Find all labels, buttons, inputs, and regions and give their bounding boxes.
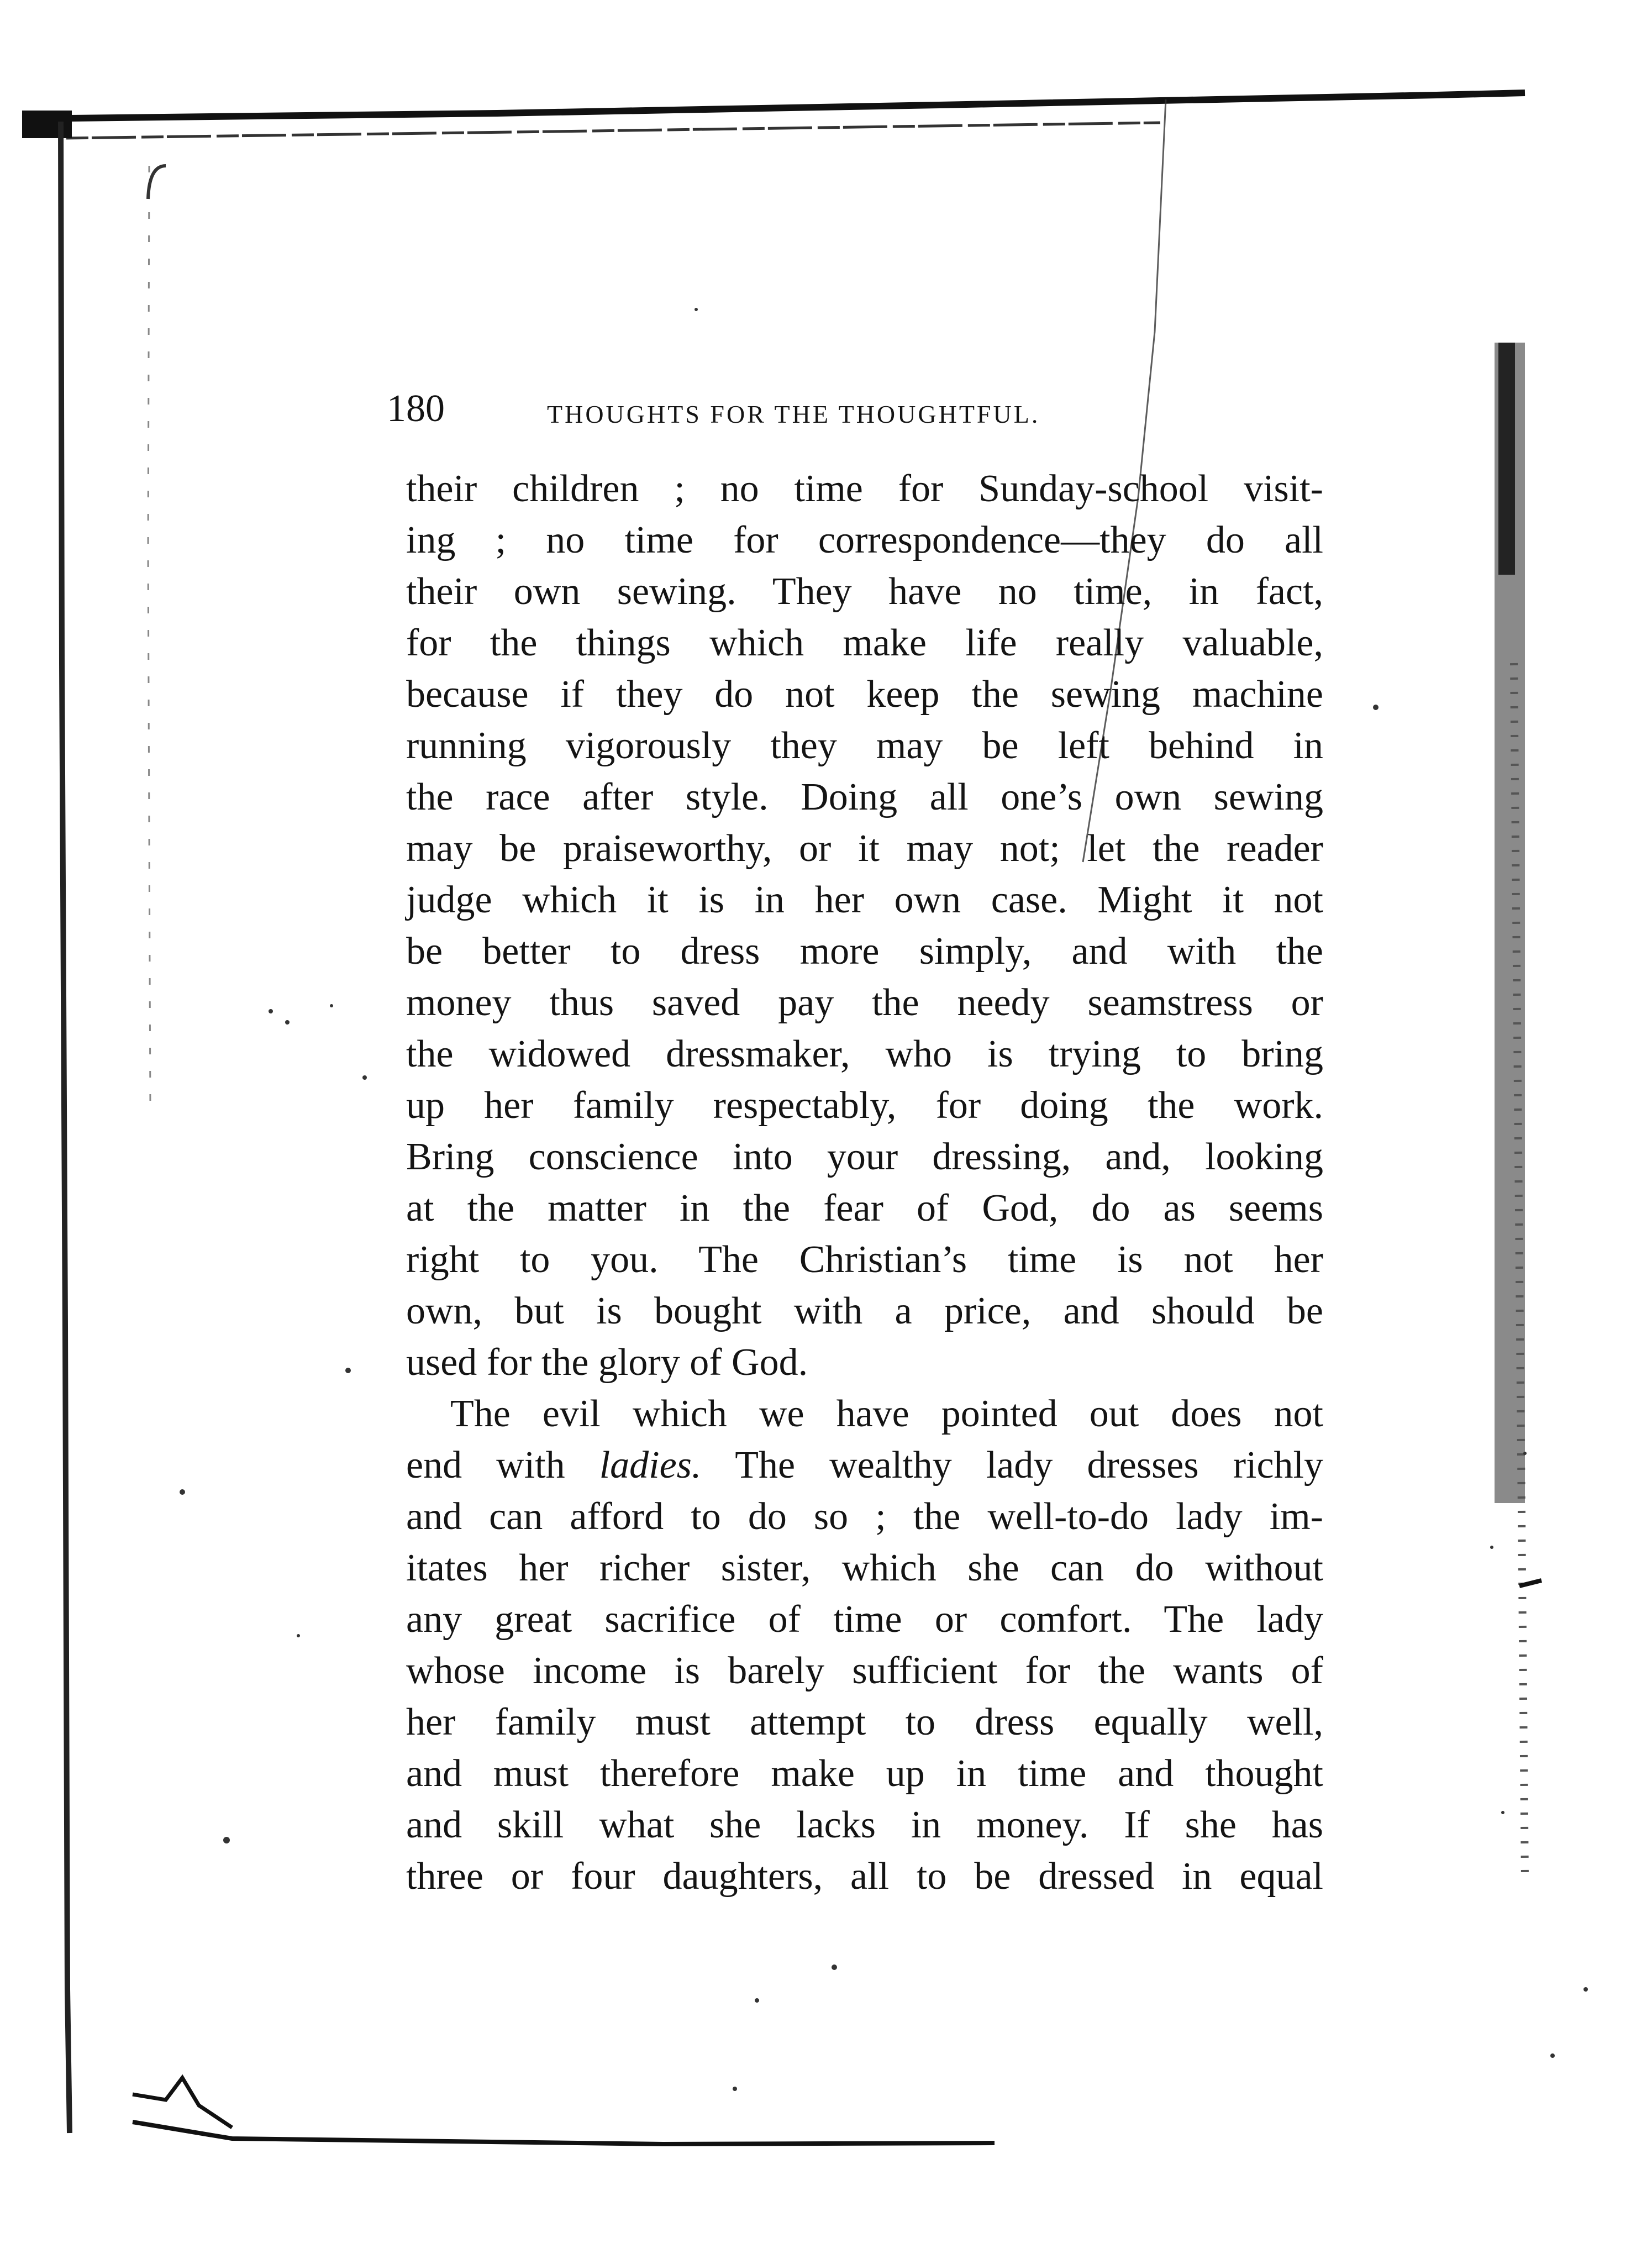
text-line: be better to dress more simply, and with the xyxy=(406,930,1323,973)
text-line: and skill what she lacks in money. If she has xyxy=(406,1804,1323,1846)
text-line: Bring conscience into your dressing, and, looking xyxy=(406,1136,1323,1178)
text-line: and must therefore make up in time and thought xyxy=(406,1752,1323,1795)
text-line: three or four daughters, all to be dressed in equal xyxy=(406,1855,1323,1898)
text-line: her family must attempt to dress equally well, xyxy=(406,1701,1323,1743)
text-line: may be praiseworthy, or it may not; let the reader xyxy=(406,827,1323,870)
text-line: judge which it is in her own case. Might it not xyxy=(406,879,1323,921)
text-line: used for the glory of God. xyxy=(406,1341,808,1384)
text-line: any great sacrifice of time or comfort. The lady xyxy=(406,1598,1323,1641)
text-line: ing ; no time for correspondence—they do all xyxy=(406,519,1323,561)
text-run: end with xyxy=(406,1444,599,1486)
paragraph-first-line: The evil which we have pointed out does not xyxy=(450,1393,1323,1435)
text-line: and can afford to do so ; the well-to-do lady im- xyxy=(406,1495,1323,1538)
left-inner-line xyxy=(148,166,150,1105)
text-line: own, but is bought with a price, and should be xyxy=(406,1290,1323,1332)
text-line: at the matter in the fear of God, do as seems xyxy=(406,1187,1323,1230)
text-line: whose income is barely sufficient for the wants of xyxy=(406,1650,1323,1692)
text-line: money thus saved pay the needy seamstress or xyxy=(406,981,1323,1024)
text-line: because if they do not keep the sewing machine xyxy=(406,673,1323,716)
left-corner-curl xyxy=(148,166,166,199)
text-line: running vigorously they may be left behind in xyxy=(406,724,1323,767)
text-line: right to you. The Christian’s time is not her xyxy=(406,1238,1323,1281)
top-left-corner-block xyxy=(22,111,72,138)
running-head: THOUGHTS FOR THE THOUGHTFUL. xyxy=(547,400,1040,428)
text-line: their own sewing. They have no time, in fact, xyxy=(406,570,1323,613)
bottom-border-line xyxy=(133,2122,995,2144)
text-line: the widowed dressmaker, who is trying to bring xyxy=(406,1033,1323,1075)
text-line: the race after style. Doing all one’s own sewing xyxy=(406,776,1323,818)
page-number: 180 xyxy=(387,387,445,430)
left-border-line xyxy=(61,122,70,2133)
top-border-line-inner xyxy=(66,123,1160,138)
text-line: up her family respectably, for doing the work. xyxy=(406,1084,1323,1127)
right-gutter-shadow-dark xyxy=(1498,343,1515,575)
body-text xyxy=(406,463,1323,1902)
right-edge-tick xyxy=(1519,1580,1541,1586)
text-line-with-italic xyxy=(406,1440,1323,1491)
bottom-left-mark xyxy=(133,2078,232,2128)
top-border-line xyxy=(22,93,1525,119)
text-line: itates her richer sister, which she can do without xyxy=(406,1547,1323,1589)
text-line: for the things which make life really valuable, xyxy=(406,622,1323,664)
page-header xyxy=(387,387,1326,431)
italic-word: ladies. xyxy=(599,1444,702,1486)
text-run: The wealthy lady dresses richly xyxy=(701,1444,1323,1486)
text-line: their children ; no time for Sunday-school visit- xyxy=(406,467,1323,510)
